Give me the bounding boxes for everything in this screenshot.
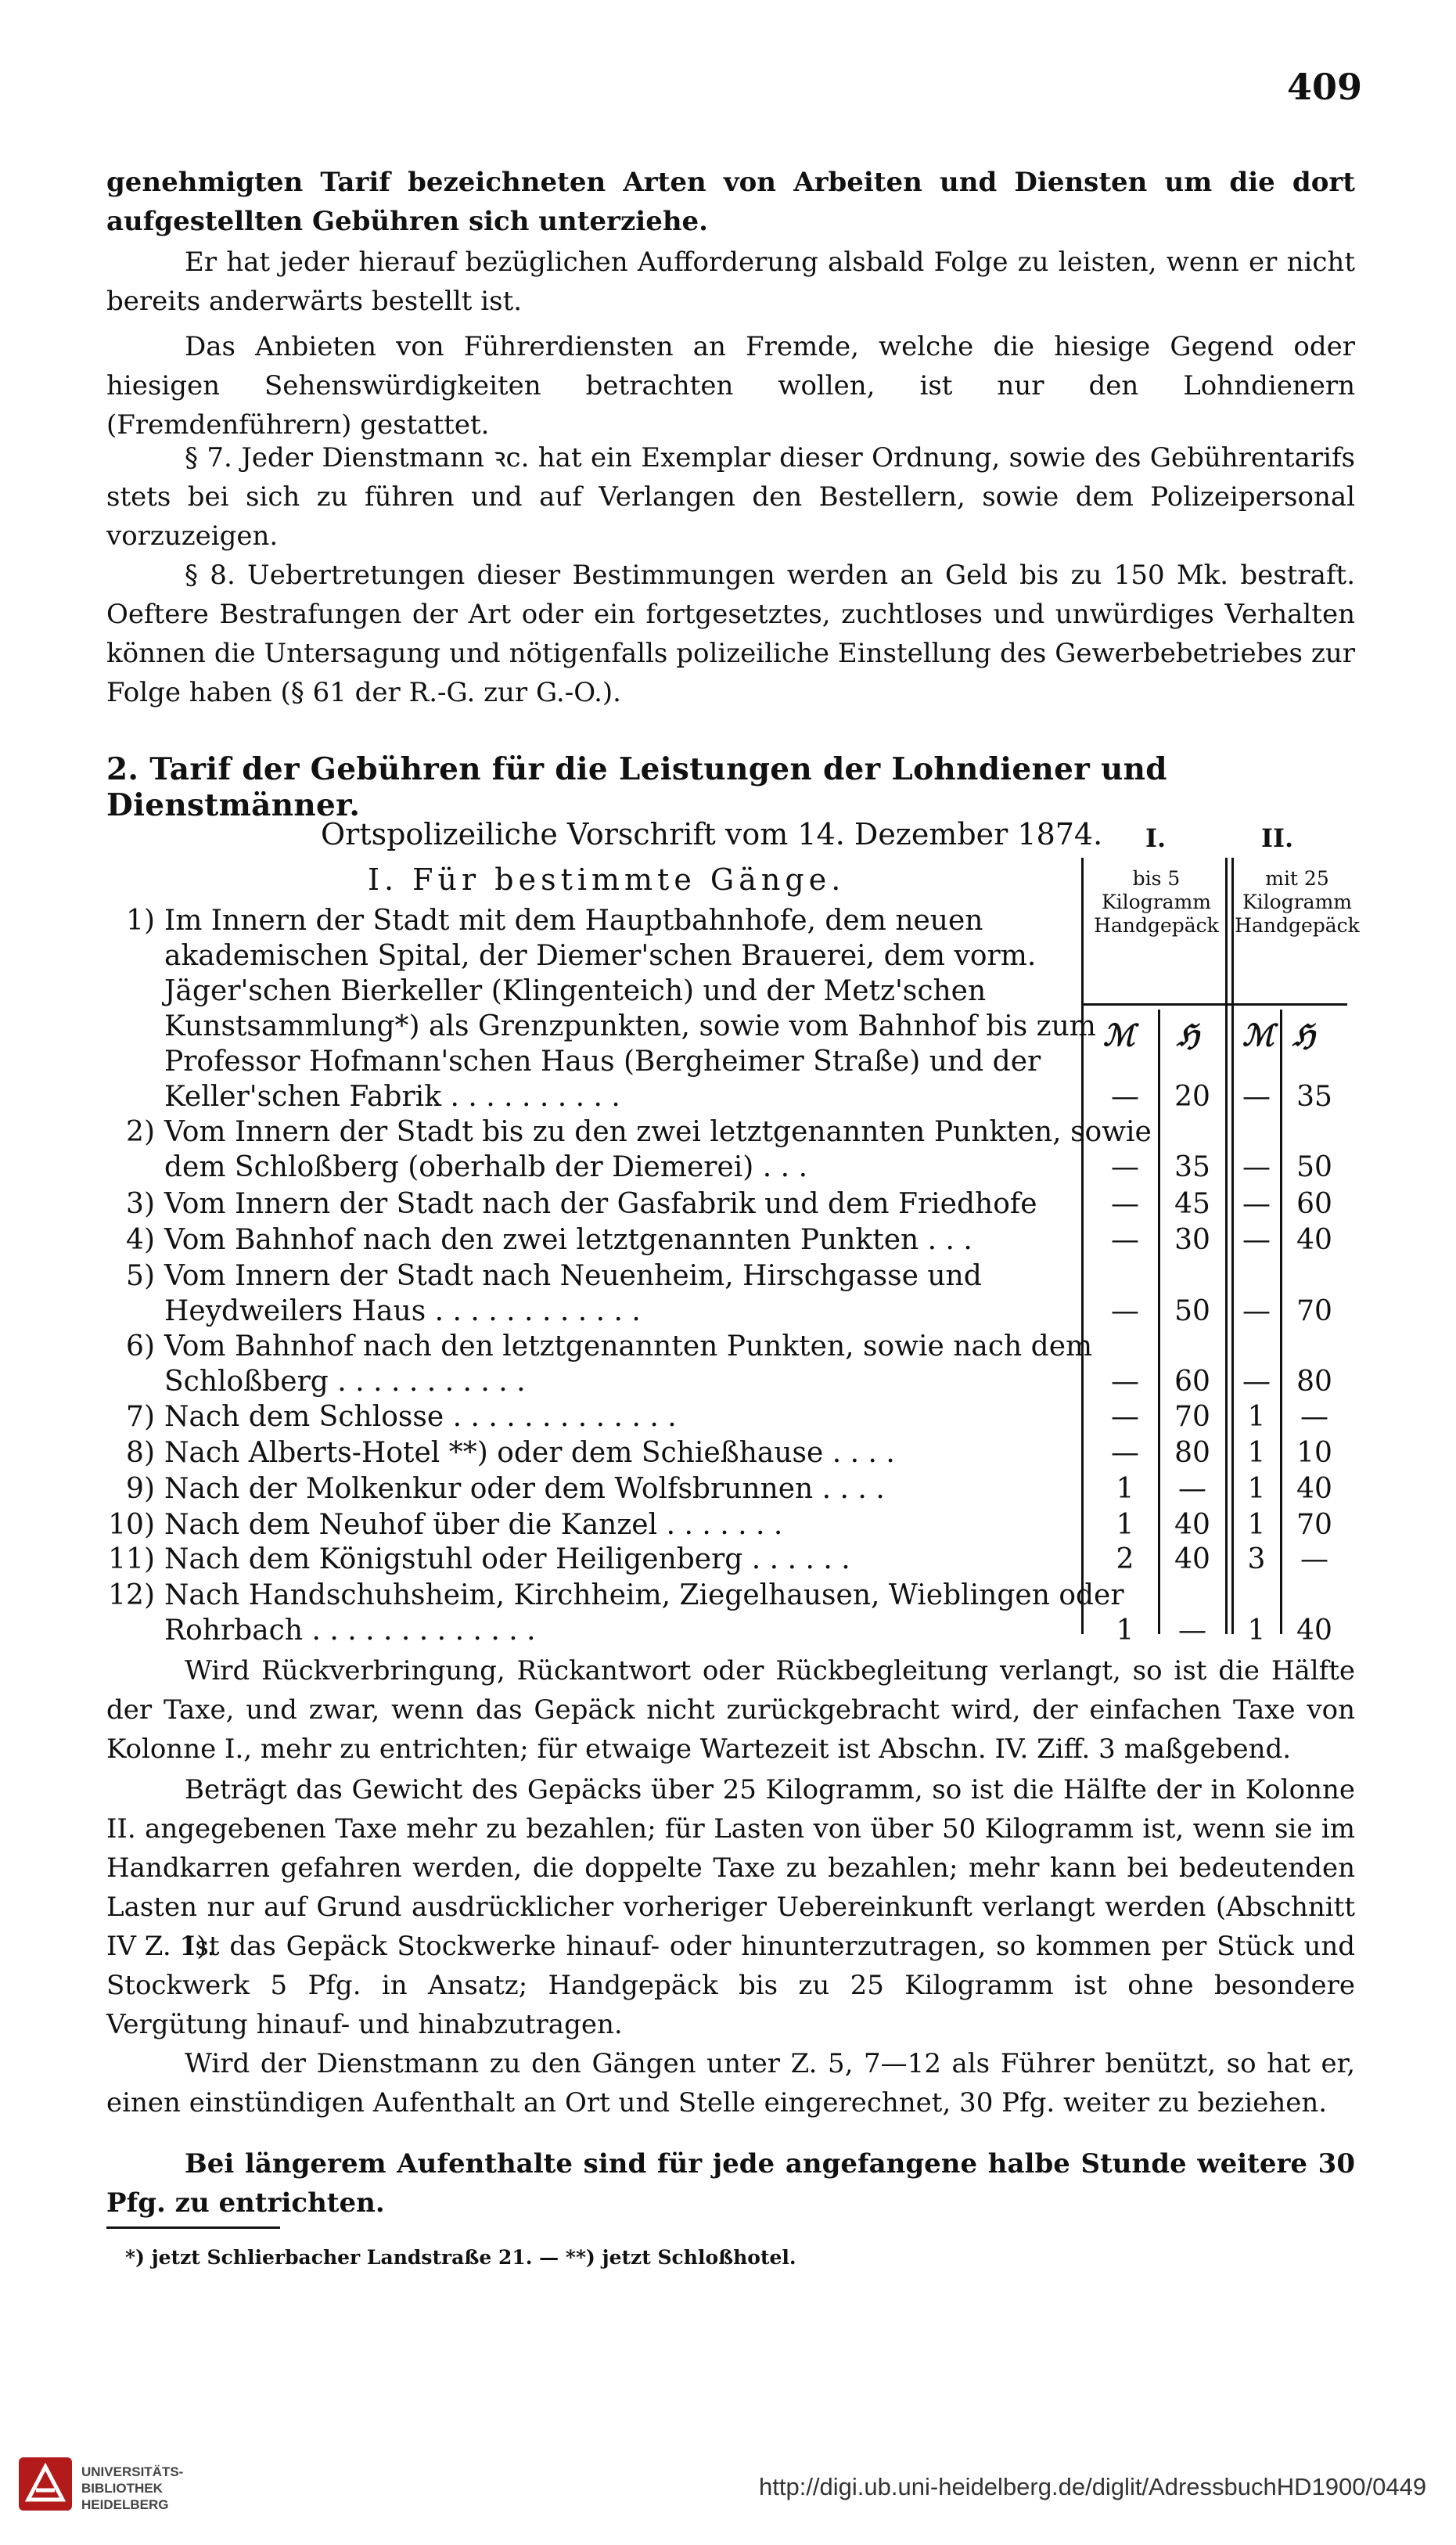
table-line-mid-b — [1231, 858, 1234, 1634]
row-number: 1) — [126, 905, 155, 937]
unit-mark-col2: ℳ — [1242, 1017, 1274, 1053]
cell-mark-1: — — [1111, 1401, 1139, 1433]
row-text: Vom Innern der Stadt nach Neuenheim, Hirschgasse und Heydweilers Haus . . . . . . . . . . . . — [164, 1260, 982, 1327]
cell-mark-1: 1 — [1116, 1614, 1134, 1647]
cell-mark-1: — — [1111, 1224, 1139, 1256]
cell-mark-1: — — [1111, 1437, 1139, 1469]
cell-pf-2: 70 — [1296, 1295, 1332, 1327]
paragraph-3: Das Anbieten von Führerdiensten an Fremde, welche die hiesige Gegend oder hiesigen Sehenswürdigkeiten betrachten wollen, ist nur den Lohndienern (Fremdenführern) gestattet. — [106, 331, 1355, 441]
table-header-col2: mit 25 Kilogramm Handgepäck — [1235, 867, 1360, 937]
row-number: 3) — [126, 1188, 155, 1220]
cell-mark-1: — — [1111, 1188, 1139, 1220]
cell-pf-1: 80 — [1174, 1437, 1210, 1469]
row-text: Nach dem Schlosse . . . . . . . . . . . . . — [164, 1401, 677, 1433]
paragraph-1: genehmigten Tarif bezeichneten Arten von Arbeiten und Diensten um die dort aufgestellten Gebühren sich unterziehe. — [106, 167, 1355, 237]
cell-pf-1: 20 — [1174, 1081, 1210, 1113]
cell-mark-2: 1 — [1247, 1437, 1266, 1469]
after-paragraph-5: Bei längerem Aufenthalte sind für jede angefangene halbe Stunde weitere 30 Pfg. zu entrichten. — [106, 2148, 1355, 2219]
cell-pf-1: 30 — [1174, 1224, 1210, 1256]
unit-pf-col1: ℌ — [1177, 1017, 1199, 1053]
cell-pf-2: 40 — [1296, 1224, 1332, 1256]
cell-mark-1: 1 — [1116, 1509, 1134, 1541]
cell-pf-2: 80 — [1296, 1366, 1332, 1398]
row-number: 9) — [126, 1473, 155, 1505]
table-line-mid-a — [1225, 858, 1228, 1634]
cell-pf-1: 45 — [1174, 1188, 1210, 1220]
row-text: Nach dem Neuhof über die Kanzel . . . . . . . — [164, 1509, 783, 1541]
cell-mark-2: 1 — [1247, 1509, 1266, 1541]
cell-pf-2: — — [1300, 1401, 1328, 1433]
cell-pf-2: — — [1300, 1543, 1328, 1575]
table-header-col1: bis 5 Kilogramm Handgepäck — [1094, 867, 1219, 937]
after-paragraph-2: Beträgt das Gewicht des Gepäcks über 25 Kilogramm, so ist die Hälfte der in Kolonne II. angegebenen Taxe mehr zu bezahlen; für Lasten von über 50 Kilogramm ist, wenn sie im Handkarren gefahren werden, die doppelte Taxe zu bezahlen; mehr kann bei bedeutenden Lasten nur auf Grund ausdrücklicher vorheriger Uebereinkunft verlangt werden (Abschnitt IV Z. 1). — [106, 1774, 1355, 1962]
cell-mark-1: — — [1111, 1295, 1139, 1327]
row-text: Vom Innern der Stadt nach der Gasfabrik und dem Friedhofe — [164, 1188, 1037, 1220]
row-text: Nach dem Königstuhl oder Heiligenberg . . . . . . — [164, 1543, 850, 1575]
unit-pf-col2: ℌ — [1292, 1017, 1315, 1053]
row-text: Vom Innern der Stadt bis zu den zwei letztgenannten Punkten, sowie dem Schloßberg (oberhalb der Diemerei) . . . — [164, 1116, 1152, 1183]
cell-mark-1: — — [1111, 1366, 1139, 1398]
paragraph-para8: § 8. Uebertretungen dieser Bestimmungen werden an Geld bis zu 150 Mk. bestraft. Oeftere Bestrafungen der Art oder ein fortgesetztes, zuchtloses und unwürdiges Verhalten können die Untersagung und nötigenfalls polizeiliche Einstellung des Gewerbebetriebes zur Folge haben (§ 61 der R.-G. zur G.-O.). — [106, 560, 1355, 708]
cell-pf-1: 60 — [1174, 1366, 1210, 1398]
cell-pf-2: 35 — [1296, 1081, 1332, 1113]
cell-mark-2: — — [1242, 1188, 1271, 1220]
footnote: *) jetzt Schlierbacher Landstraße 21. — **) jetzt Schloßhotel. — [125, 2246, 796, 2269]
library-logo-icon — [17, 2456, 74, 2512]
row-number: 8) — [126, 1437, 155, 1469]
row-number: 6) — [126, 1330, 155, 1362]
row-number: 11) — [108, 1543, 155, 1575]
section-title: 2. Tarif der Gebühren für die Leistungen der Lohndiener und Dienstmänner. — [106, 751, 1167, 823]
row-text: Im Innern der Stadt mit dem Hauptbahnhofe, dem neuen akademischen Spital, der Diemer'schen Brauerei, dem vorm. Jäger'schen Bierkeller (Klingenteich) und der Metz'schen Kunstsammlung*) als Grenzpunkten, sowie vom Bahnhof bis zum Professor Hofmann'schen Haus (Bergheimer Straße) und der Keller'schen Fabrik . . . . . . . . . . — [164, 905, 1096, 1113]
cell-mark-1: — — [1111, 1081, 1139, 1113]
library-name — [81, 2464, 183, 2513]
cell-pf-2: 40 — [1296, 1614, 1332, 1647]
cell-pf-2: 70 — [1296, 1509, 1332, 1541]
cell-pf-1: 35 — [1174, 1151, 1210, 1183]
cell-mark-2: — — [1242, 1081, 1271, 1113]
cell-mark-1: 2 — [1116, 1543, 1134, 1575]
library-name-line1: UNIVERSITÄTS- — [81, 2464, 184, 2479]
row-number: 2) — [126, 1116, 155, 1148]
library-name-line3: HEIDELBERG — [81, 2497, 169, 2512]
cell-pf-2: 10 — [1296, 1437, 1332, 1469]
cell-pf-1: 70 — [1174, 1401, 1210, 1433]
cell-mark-2: — — [1242, 1366, 1271, 1398]
cell-mark-2: — — [1242, 1224, 1271, 1256]
cell-mark-2: 1 — [1247, 1473, 1266, 1505]
row-text: Vom Bahnhof nach den zwei letztgenannten Punkten . . . — [164, 1224, 972, 1256]
cell-mark-2: — — [1242, 1151, 1271, 1183]
cell-mark-1: 1 — [1116, 1473, 1134, 1505]
cell-pf-2: 40 — [1296, 1473, 1332, 1505]
after-paragraph-1: Wird Rückverbringung, Rückantwort oder Rückbegleitung verlangt, so ist die Hälfte der Taxe, und zwar, wenn das Gepäck nicht zurückgebracht wird, der einfachen Taxe von Kolonne I., mehr zu entrichten; für etwaige Wartezeit ist Abschn. IV. Ziff. 3 maßgebend. — [106, 1655, 1355, 1765]
cell-mark-2: 1 — [1247, 1401, 1266, 1433]
cell-mark-1: — — [1111, 1151, 1139, 1183]
column-II-label: II. — [1261, 823, 1294, 853]
cell-pf-2: 60 — [1296, 1188, 1332, 1220]
cell-mark-2: 3 — [1247, 1543, 1266, 1575]
row-text: Nach Handschuhsheim, Kirchheim, Ziegelhausen, Wieblingen oder Rohrbach . . . . . . . . . . . . . — [164, 1579, 1124, 1647]
page-number: 409 — [1286, 66, 1362, 108]
footnote-rule — [106, 2226, 280, 2229]
row-number: 7) — [126, 1401, 155, 1433]
cell-pf-1: 40 — [1174, 1543, 1210, 1575]
subsection-title: I. Für bestimmte Gänge. — [368, 862, 846, 897]
cell-pf-1: 50 — [1174, 1295, 1210, 1327]
row-number: 10) — [108, 1509, 155, 1541]
row-text: Nach Alberts-Hotel **) oder dem Schießhause . . . . — [164, 1437, 895, 1469]
row-text: Vom Bahnhof nach den letztgenannten Punkten, sowie nach dem Schloßberg . . . . . . . . . . . — [164, 1330, 1093, 1398]
cell-pf-1: — — [1178, 1473, 1206, 1505]
cell-pf-1: — — [1178, 1614, 1206, 1647]
after-paragraph-4: Wird der Dienstmann zu den Gängen unter Z. 5, 7—12 als Führer benützt, so hat er, einen einstündigen Aufenthalt an Ort und Stelle eingerechnet, 30 Pfg. weiter zu beziehen. — [106, 2048, 1355, 2118]
row-text: Nach der Molkenkur oder dem Wolfsbrunnen . . . . — [164, 1473, 885, 1505]
after-paragraph-3: Ist das Gepäck Stockwerke hinauf- oder hinunterzutragen, so kommen per Stück und Stockwerk 5 Pfg. in Ansatz; Handgepäck bis zu 25 Kilogramm ist ohne besondere Vergütung hinauf- und hinabzutragen. — [106, 1931, 1355, 2040]
ordinance-title: Ortspolizeiliche Vorschrift vom 14. Dezember 1874. — [321, 817, 1103, 851]
cell-mark-2: — — [1242, 1295, 1271, 1327]
cell-mark-2: 1 — [1247, 1614, 1266, 1647]
paragraph-2: Er hat jeder hierauf bezüglichen Aufforderung alsbald Folge zu leisten, wenn er nicht bereits anderwärts bestellt ist. — [106, 247, 1355, 317]
cell-pf-1: 40 — [1174, 1509, 1210, 1541]
row-number: 5) — [126, 1260, 155, 1292]
paragraph-para7: § 7. Jeder Dienstmann ꝛc. hat ein Exemplar dieser Ordnung, sowie des Gebührentarifs stets bei sich zu führen und auf Verlangen den Bestellern, sowie dem Polizeipersonal vorzuzeigen. — [106, 442, 1355, 552]
source-url-link[interactable]: http://digi.ub.uni-heidelberg.de/diglit/AdressbuchHD1900/0449 — [759, 2473, 1427, 2500]
row-number: 4) — [126, 1224, 155, 1256]
row-number: 12) — [108, 1579, 155, 1611]
library-name-line2: BIBLIOTHEK — [81, 2481, 163, 2496]
unit-mark-col1: ℳ — [1103, 1017, 1135, 1053]
column-I-label: I. — [1145, 823, 1167, 853]
cell-pf-2: 50 — [1296, 1151, 1332, 1183]
